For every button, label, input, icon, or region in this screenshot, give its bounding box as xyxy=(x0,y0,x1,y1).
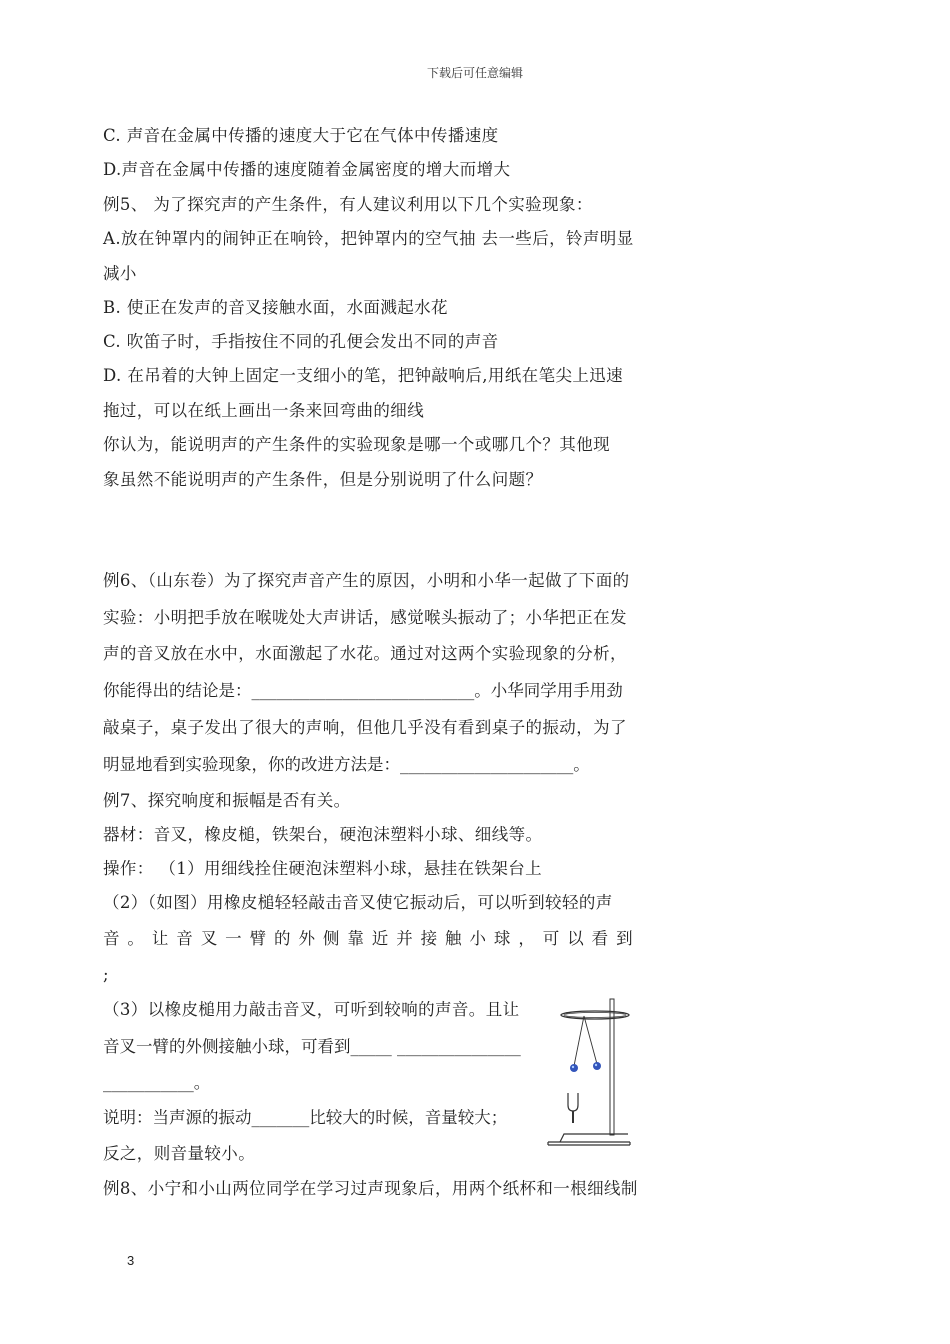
text-line: ; xyxy=(103,965,109,984)
text-line: 减小 xyxy=(103,264,137,283)
text-line: 声的音叉放在水中，水面激起了水花。通过对这两个实验现象的分析， xyxy=(103,644,627,663)
text-line: 你能得出的结论是：___________________________。小华同学用手用劲 xyxy=(103,681,623,700)
text-line: 你认为，能说明声的产生条件的实验现象是哪一个或哪几个？其他现 xyxy=(103,435,610,454)
text-line: 实验：小明把手放在喉咙处大声讲话，感觉喉头振动了；小华把正在发 xyxy=(103,608,627,627)
text-line: C. 吹笛子时，手指按住不同的孔便会发出不同的声音 xyxy=(103,332,499,351)
text-line: 反之，则音量较小。 xyxy=(103,1144,256,1163)
text-line: 音。让音叉一臂的外侧靠近并接触小球，可以看到 xyxy=(103,929,633,948)
text-line: 拖过，可以在纸上画出一条来回弯曲的细线 xyxy=(103,401,425,420)
text-line: 例8、小宁和小山两位同学在学习过声现象后，用两个纸杯和一根细线制 xyxy=(103,1179,638,1198)
text-line: 说明：当声源的振动_______比较大的时候，音量较大； xyxy=(103,1108,508,1127)
page-number: 3 xyxy=(127,1253,135,1268)
text-line: （3）以橡皮槌用力敲击音叉，可听到较响的声音。且让 xyxy=(103,1000,520,1019)
text-line: （2）（如图）用橡皮槌轻轻敲击音叉使它振动后，可以听到较轻的声 xyxy=(103,893,613,912)
text-line: 敲桌子，桌子发出了很大的声响，但他几乎没有看到桌子的振动，为了 xyxy=(103,718,627,737)
text-line: D. 在吊着的大钟上固定一支细小的笔，把钟敲响后,用纸在笔尖上迅速 xyxy=(103,366,624,385)
text-line: 明显地看到实验现象，你的改进方法是：_____________________。 xyxy=(103,755,590,774)
page-header: 下载后可任意编辑 xyxy=(426,66,523,80)
text-line: A.放在钟罩内的闹钟正在响铃，把钟罩内的空气抽 去一些后，铃声明显 xyxy=(103,229,634,248)
text-line: 操作： （1）用细线拴住硬泡沫塑料小球，悬挂在铁架台上 xyxy=(103,859,543,878)
text-line: D.声音在金属中传播的速度随着金属密度的增大而增大 xyxy=(103,160,511,179)
text-line: 器材：音叉，橡皮槌，铁架台，硬泡沫塑料小球、细线等。 xyxy=(103,825,543,844)
text-line: B. 使正在发声的音叉接触水面，水面溅起水花 xyxy=(103,298,448,317)
tuning-fork-pendulum-figure xyxy=(540,995,640,1150)
text-line: C. 声音在金属中传播的速度大于它在气体中传播速度 xyxy=(103,126,499,145)
text-line: 象虽然不能说明声的产生条件，但是分别说明了什么问题？ xyxy=(103,470,543,489)
text-line: 音叉一臂的外侧接触小球，可看到_____ _______________ xyxy=(103,1037,521,1056)
text-line: 例5、 为了探究声的产生条件，有人建议利用以下几个实验现象： xyxy=(103,195,593,214)
text-line: 例7、探究响度和振幅是否有关。 xyxy=(103,791,351,810)
text-line: ___________。 xyxy=(103,1073,211,1092)
text-line: 例6、（山东卷）为了探究声音产生的原因，小明和小华一起做了下面的 xyxy=(103,571,630,590)
